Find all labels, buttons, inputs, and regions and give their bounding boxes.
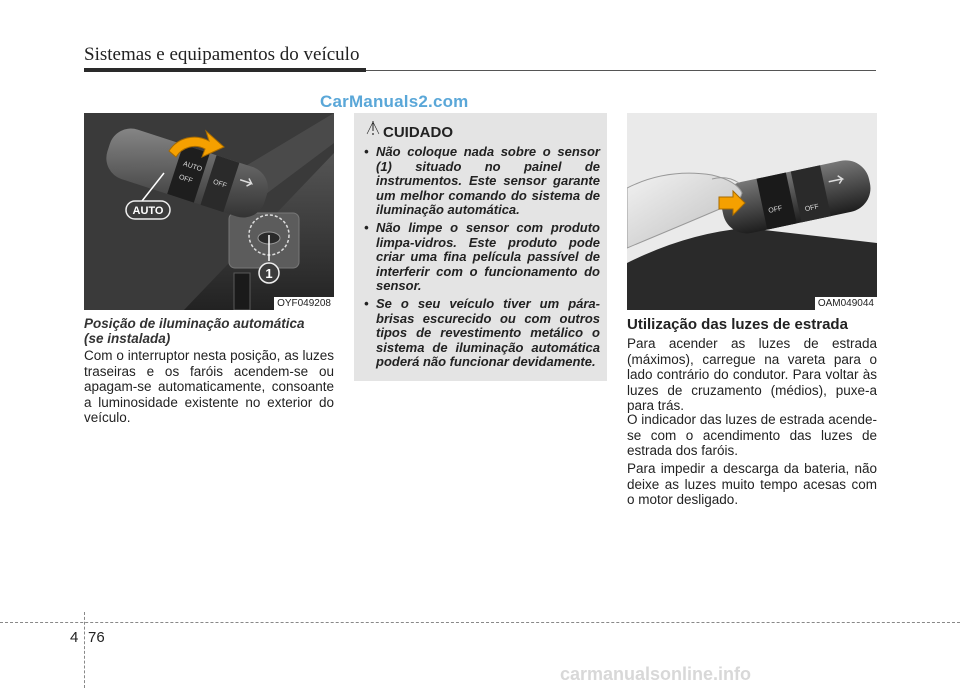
caption-line-1: Posição de iluminação automática: [84, 316, 305, 331]
sensor-callout-number: 1: [265, 266, 273, 281]
footer-vertical-rule: [84, 612, 85, 688]
figure-code: OAM049044: [815, 297, 877, 310]
battery-paragraph: Para impedir a descarga da bateria, não deixe as luzes muito tempo acesas com o motor desligado.: [627, 461, 877, 507]
auto-light-description: Com o interruptor nesta posição, as luzes traseiras e os faróis acendem-se ou apagam-se automaticamente, consoante a luminosidade existente no exterior do veículo.: [84, 348, 334, 425]
page-header-title: Sistemas e equipamentos do veículo: [84, 44, 360, 65]
footer-watermark[interactable]: carmanualsonline.info: [560, 664, 752, 684]
high-beam-lever-illustration: [627, 113, 877, 310]
warning-icon: [366, 120, 380, 136]
indicator-paragraph: O indicador das luzes de estrada acende-se com o acendimento das luzes de estrada dos faróis.: [627, 412, 877, 458]
svg-text:OFF: OFF: [767, 205, 783, 215]
header-rule-thick: [84, 68, 366, 72]
svg-text:OFF: OFF: [212, 178, 228, 190]
caption-line-2: (se instalada): [84, 331, 171, 346]
figure-high-beam-lever: [627, 113, 877, 310]
watermark-link[interactable]: CarManuals2.com: [320, 92, 469, 111]
caution-item: • Não limpe o sensor com produto limpa-vidros. Este produto pode criar uma fina película passível de interferir com o funcionamento do sensor.: [362, 221, 600, 294]
figure-caption: [84, 316, 334, 346]
svg-text:OFF: OFF: [177, 173, 194, 185]
header-rule-thin: [366, 70, 876, 71]
high-beam-paragraph: Para acender as luzes de estrada (máximos), carregue na vareta para o lado contrário do condutor. Para voltar às luzes de cruzamento (médios), puxe-a para trás.: [627, 336, 877, 413]
auto-light-switch-illustration: [84, 113, 334, 310]
caution-item: • Se o seu veículo tiver um pára-brisas escurecido ou com outros tipos de revestimento metálico o sistema de iluminação automática poderá não funcionar devidamente.: [362, 297, 600, 370]
caution-list: [362, 145, 600, 373]
caution-title: CUIDADO: [383, 124, 453, 141]
svg-text:OFF: OFF: [804, 203, 820, 214]
chapter-number: 4: [70, 629, 79, 646]
auto-label: AUTO: [132, 205, 164, 217]
figure-code: OYF049208: [274, 297, 334, 310]
svg-text:AUTO: AUTO: [182, 160, 203, 174]
page-number: 76: [88, 629, 105, 646]
figure-auto-light-switch: [84, 113, 334, 310]
footer-rule: [0, 622, 960, 623]
caution-item: • Não coloque nada sobre o sensor (1) situado no painel de instrumentos. Este sensor garante um melhor comando do sistema de iluminação automática.: [362, 145, 600, 218]
section-heading: Utilização das luzes de estrada: [627, 316, 848, 333]
